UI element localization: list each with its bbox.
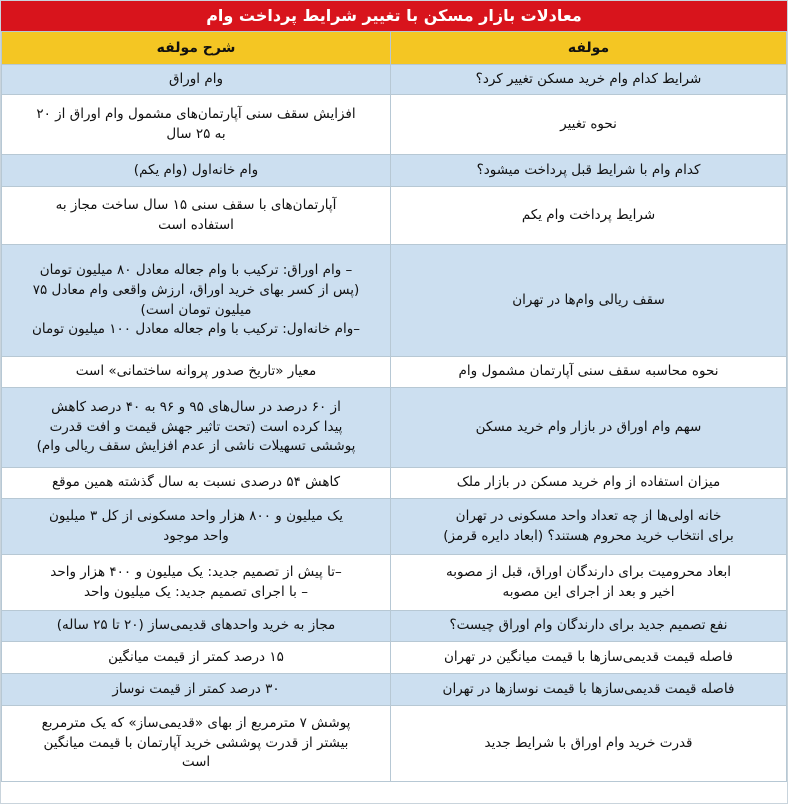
description-cell: یک میلیون و ۸۰۰ هزار واحد مسکونی از کل ۳ میلیون واحد موجود [2,499,391,555]
description-cell: کاهش ۵۴ درصدی نسبت به سال گذشته همین موقع [2,468,391,499]
description-cell: از ۶۰ درصد در سال‌های ۹۵ و ۹۶ به ۴۰ درصد کاهش پیدا کرده است (تحت تاثیر جهش قیمت و افت قدرت پوششی تسهیلات ناشی از عدم افزایش سقف ریالی وام) [2,388,391,468]
component-cell: خانه اولی‌ها از چه تعداد واحد مسکونی در تهران برای انتخاب خرید محروم هستند؟ (ابعاد دایره قرمز) [391,499,787,555]
description-cell: آپارتمان‌های با سقف سنی ۱۵ سال ساخت مجاز به استفاده است [2,187,391,245]
data-table [1,31,787,782]
table-row [2,555,787,611]
description-cell: معیار «تاریخ صدور پروانه ساختمانی» است [2,357,391,388]
table-row [2,245,787,357]
header-row [2,32,787,65]
description-cell: وام اوراق [2,65,391,95]
description-cell: مجاز به خرید واحدهای قدیمی‌ساز (۲۰ تا ۲۵ ساله) [2,611,391,642]
table-row [2,674,787,706]
component-cell: شرایط کدام وام خرید مسکن تغییر کرد؟ [391,65,787,95]
description-cell: افزایش سقف سنی آپارتمان‌های مشمول وام اوراق از ۲۰ به ۲۵ سال [2,95,391,155]
table-row [2,357,787,388]
table-title: معادلات بازار مسکن با تغییر شرایط پرداخت وام [1,1,787,31]
description-column-header: شرح مولفه [2,32,391,65]
description-cell: ۱۵ درصد کمتر از قیمت میانگین [2,642,391,674]
description-cell: – وام اوراق: ترکیب با وام جعاله معادل ۸۰ میلیون تومان (پس از کسر بهای خرید اوراق، ارزش واقعی وام معادل ۷۵ میلیون تومان است) –وام خانه‌اول: ترکیب با وام جعاله معادل ۱۰۰ میلیون تومان [2,245,391,357]
component-column-header: مولفه [391,32,787,65]
component-cell: سهم وام اوراق در بازار وام خرید مسکن [391,388,787,468]
component-cell: کدام وام با شرایط قبل پرداخت میشود؟ [391,155,787,187]
table-row [2,706,787,782]
description-cell: وام خانه‌اول (وام یکم) [2,155,391,187]
description-cell: ۳۰ درصد کمتر از قیمت نوساز [2,674,391,706]
table-row [2,65,787,95]
component-cell: سقف ریالی وام‌ها در تهران [391,245,787,357]
component-cell: فاصله قیمت قدیمی‌سازها با قیمت نوسازها در تهران [391,674,787,706]
table-row [2,388,787,468]
table-row [2,611,787,642]
component-cell: میزان استفاده از وام خرید مسکن در بازار ملک [391,468,787,499]
table-row [2,187,787,245]
table-row [2,95,787,155]
component-cell: ابعاد محرومیت برای دارندگان اوراق، قبل از مصوبه اخیر و بعد از اجرای این مصوبه [391,555,787,611]
description-cell: –تا پیش از تصمیم جدید: یک میلیون و ۴۰۰ هزار واحد – با اجرای تصمیم جدید: یک میلیون واحد [2,555,391,611]
table-row [2,499,787,555]
component-cell: شرایط پرداخت وام یکم [391,187,787,245]
component-cell: قدرت خرید وام اوراق با شرایط جدید [391,706,787,782]
component-cell: نفع تصمیم جدید برای دارندگان وام اوراق چیست؟ [391,611,787,642]
table-row [2,468,787,499]
table-row [2,155,787,187]
component-cell: نحوه تغییر [391,95,787,155]
component-cell: نحوه محاسبه سقف سنی آپارتمان مشمول وام [391,357,787,388]
component-cell: فاصله قیمت قدیمی‌سازها با قیمت میانگین در تهران [391,642,787,674]
table-row [2,642,787,674]
description-cell: پوشش ۷ مترمربع از بهای «قدیمی‌ساز» که یک مترمربع بیشتر از قدرت پوششی خرید آپارتمان با قیمت میانگین است [2,706,391,782]
